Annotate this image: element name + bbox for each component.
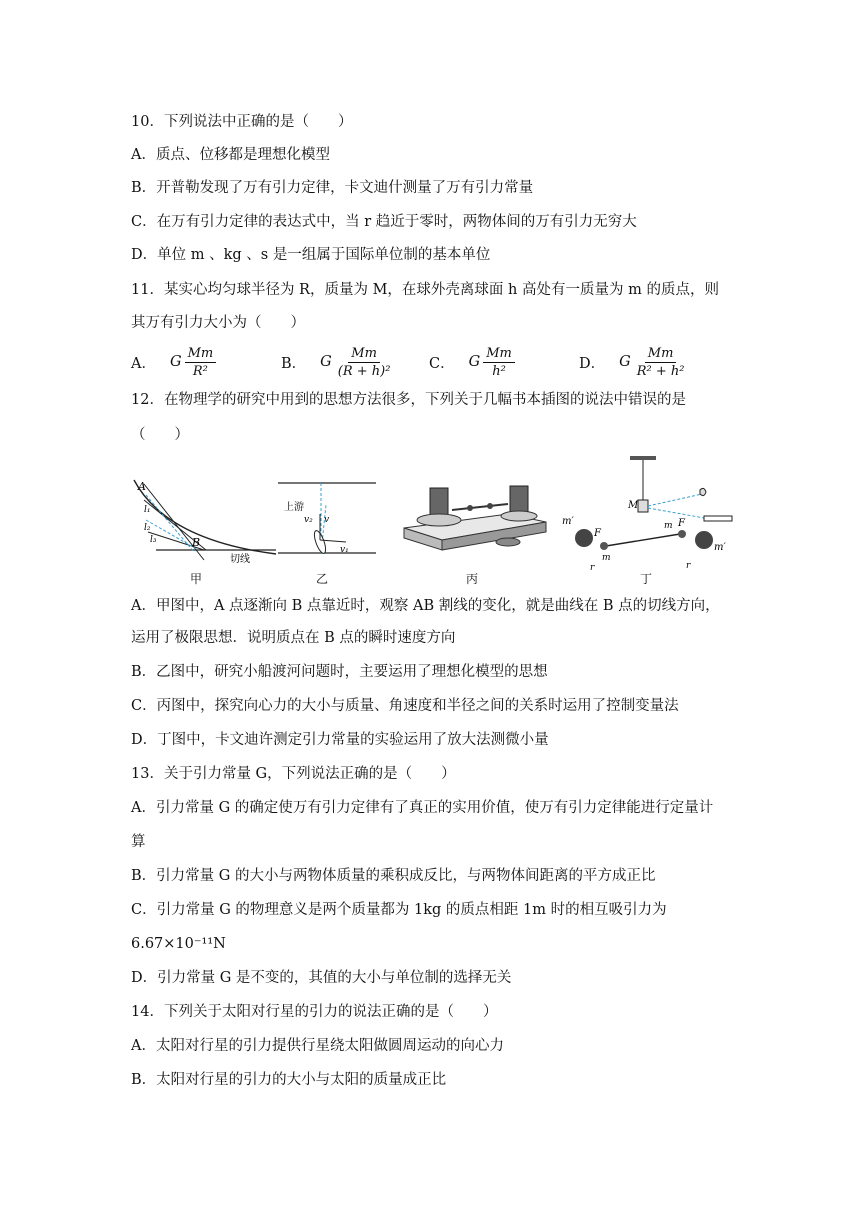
q14-option-a: A．太阳对行星的引力提供行星绕太阳做圆周运动的向心力 — [131, 1038, 504, 1054]
label-l2: l₂ — [144, 523, 151, 533]
gravitational-constant-symbol: G — [468, 354, 481, 370]
label-m-prime-right: m′ — [714, 542, 726, 553]
label-l1: l₁ — [144, 505, 151, 515]
q13-option-a-line2: 算 — [131, 834, 146, 850]
fraction-numerator: Mm — [645, 346, 677, 363]
q10-option-b: B．开普勒发现了万有引力定律，卡文迪什测量了万有引力常量 — [131, 180, 534, 196]
label-v: v — [324, 515, 330, 525]
option-label: A． — [131, 355, 156, 372]
q10-option-d: D．单位 m 、kg 、s 是一组属于国际单位制的基本单位 — [131, 247, 491, 263]
q12-stem-line2: （ ） — [131, 427, 189, 443]
label-f-left: F — [594, 528, 601, 539]
q11-stem-line1: 11．某实心均匀球半径为 R，质量为 M，在球外壳离球面 h 高处有一质量为 m 的质点，则 — [131, 282, 719, 298]
option-label: C． — [429, 355, 455, 372]
gravitational-constant-symbol: G — [619, 354, 631, 370]
q12-option-a-line2: 运用了极限思想．说明质点在 B 点的瞬时速度方向 — [131, 630, 456, 646]
caption-ding: 丁 — [640, 572, 653, 586]
label-b: B — [192, 536, 201, 549]
label-r-right: r — [686, 561, 691, 571]
label-tangent: 切线 — [230, 554, 250, 565]
q11-option-b — [281, 342, 393, 382]
option-label: D． — [579, 355, 606, 372]
q12-option-d: D．丁图中，卡文迪许测定引力常量的实验运用了放大法测微小量 — [131, 732, 549, 748]
q10-stem: 10．下列说法中正确的是（ ） — [131, 114, 353, 130]
label-r-left: r — [590, 563, 595, 573]
q14-option-b: B．太阳对行星的引力的大小与太阳的质量成正比 — [131, 1072, 447, 1088]
label-f-right: F — [678, 518, 685, 529]
fraction-denominator: (R + h)² — [337, 363, 391, 379]
fraction — [634, 346, 688, 379]
fraction-numerator: Mm — [483, 346, 515, 363]
label-l3: l₃ — [150, 535, 157, 545]
fraction-denominator: R² — [192, 363, 208, 379]
q13-stem: 13．关于引力常量 G，下列说法正确的是（ ） — [131, 766, 456, 782]
q13-option-b: B．引力常量 G 的大小与两物体质量的乘积成反比，与两物体间距离的平方成正比 — [131, 868, 656, 884]
q13-option-a-line1: A．引力常量 G 的确定使万有引力定律有了真正的实用价值，使万有引力定律能进行定量计 — [131, 800, 714, 816]
figure-jia-tangent-diagram — [126, 450, 286, 570]
q11-option-c — [429, 342, 515, 382]
q13-option-d: D．引力常量 G 是不变的，其值的大小与单位制的选择无关 — [131, 970, 512, 986]
label-v2: v₂ — [304, 515, 313, 525]
fraction-denominator: h² — [492, 363, 506, 379]
q12-option-a-line1: A．甲图中，A 点逐渐向 B 点靠近时，观察 AB 割线的变化，就是曲线在 B 点的切线方向， — [131, 598, 720, 614]
label-upstream: 上游 — [284, 502, 304, 513]
label-m-prime-left: m′ — [562, 516, 574, 527]
fraction-numerator: Mm — [185, 346, 217, 363]
fraction — [335, 346, 394, 379]
fraction-numerator: Mm — [348, 346, 380, 363]
q10-option-a: A．质点、位移都是理想化模型 — [131, 147, 330, 163]
q14-stem: 14．下列关于太阳对行星的引力的说法正确的是（ ） — [131, 1004, 498, 1020]
q12-option-b: B．乙图中，研究小船渡河问题时，主要运用了理想化模型的思想 — [131, 664, 548, 680]
q12-figures — [126, 450, 746, 590]
q11-option-d — [579, 342, 687, 382]
label-m-right: m — [664, 521, 673, 531]
label-a: A — [138, 480, 146, 493]
caption-bing: 丙 — [466, 572, 479, 586]
caption-yi: 乙 — [316, 572, 329, 586]
figure-yi-boat-diagram — [276, 450, 386, 570]
label-v1: v₁ — [340, 545, 349, 555]
q11-options — [131, 342, 751, 382]
option-label: B． — [281, 355, 307, 372]
fraction — [483, 346, 515, 379]
q13-option-c-line2: 6.67×10⁻¹¹N — [131, 936, 226, 952]
label-m-center: M — [628, 500, 639, 511]
q12-stem-line1: 12．在物理学的研究中用到的思想方法很多，下列关于几幅书本插图的说法中错误的是 — [131, 392, 686, 408]
q10-option-c: C．在万有引力定律的表达式中，当 r 趋近于零时，两物体间的万有引力无穷大 — [131, 214, 637, 230]
label-m-left: m — [602, 553, 611, 563]
q12-option-c: C．丙图中，探究向心力的大小与质量、角速度和半径之间的关系时运用了控制变量法 — [131, 698, 679, 714]
q11-stem-line2: 其万有引力大小为（ ） — [131, 315, 305, 331]
figure-ding-torsion-balance — [554, 450, 734, 580]
gravitational-constant-symbol: G — [169, 354, 182, 370]
fraction-denominator: R² + h² — [636, 363, 685, 379]
q13-option-c-line1: C．引力常量 G 的物理意义是两个质量都为 1kg 的质点相距 1m 时的相互吸引力为 — [131, 902, 667, 918]
caption-jia: 甲 — [190, 572, 203, 586]
figure-bing-apparatus — [398, 450, 548, 570]
fraction — [185, 346, 217, 379]
q11-option-a — [131, 342, 216, 382]
gravitational-constant-symbol: G — [320, 354, 332, 370]
